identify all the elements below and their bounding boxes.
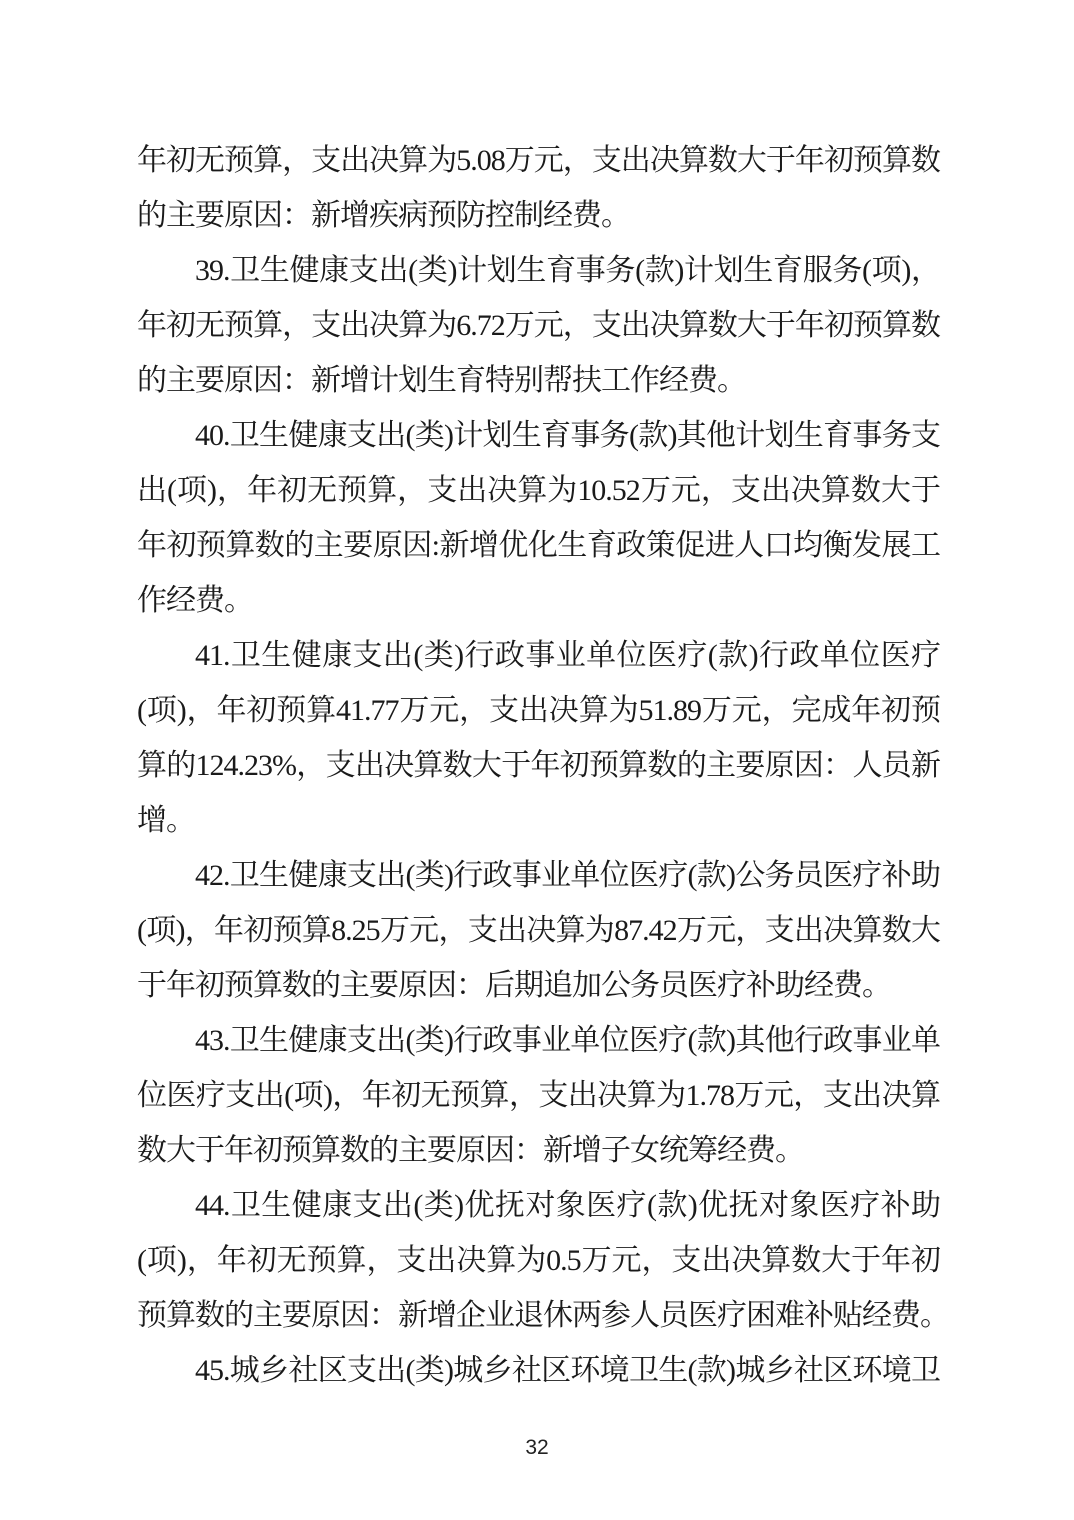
text-line: 预算数的主要原因：新增企业退休两参人员医疗困难补贴经费。 bbox=[137, 1299, 949, 1332]
page-number: 32 bbox=[525, 1436, 549, 1459]
text-line: 数大于年初预算数的主要原因：新增子女统筹经费。 bbox=[137, 1134, 804, 1167]
text-line: 39.卫生健康支出(类)计划生育事务(款)计划生育服务(项)， bbox=[195, 254, 940, 287]
text-line: 作经费。 bbox=[137, 584, 253, 617]
text-line: 于年初预算数的主要原因：后期追加公务员医疗补助经费。 bbox=[137, 969, 891, 1002]
text-line: 增。 bbox=[137, 804, 195, 837]
text-line: 位医疗支出(项)，年初无预算，支出决算为1.78万元，支出决算 bbox=[137, 1079, 940, 1112]
text-line: 45.城乡社区支出(类)城乡社区环境卫生(款)城乡社区环境卫 bbox=[195, 1354, 940, 1387]
text-line: 出(项)，年初无预算，支出决算为10.52万元，支出决算数大于 bbox=[137, 474, 940, 507]
text-line: (项)，年初无预算，支出决算为0.5万元，支出决算数大于年初 bbox=[137, 1244, 940, 1277]
text-line: 年初无预算，支出决算为6.72万元，支出决算数大于年初预算数 bbox=[137, 309, 940, 342]
text-line: 的主要原因：新增计划生育特别帮扶工作经费。 bbox=[137, 364, 746, 397]
text-line: 41.卫生健康支出(类)行政事业单位医疗(款)行政单位医疗 bbox=[195, 639, 940, 672]
text-line: 40.卫生健康支出(类)计划生育事务(款)其他计划生育事务支 bbox=[195, 419, 940, 452]
text-line: 44.卫生健康支出(类)优抚对象医疗(款)优抚对象医疗补助 bbox=[195, 1189, 940, 1222]
text-line: (项)，年初预算8.25万元，支出决算为87.42万元，支出决算数大 bbox=[137, 914, 940, 947]
document-body bbox=[137, 133, 949, 1398]
text-line: 算的124.23%，支出决算数大于年初预算数的主要原因：人员新 bbox=[137, 749, 940, 782]
text-line: (项)，年初预算41.77万元，支出决算为51.89万元，完成年初预 bbox=[137, 694, 940, 727]
text-line: 年初无预算，支出决算为5.08万元，支出决算数大于年初预算数 bbox=[137, 144, 940, 177]
text-line: 年初预算数的主要原因:新增优化生育政策促进人口均衡发展工 bbox=[137, 529, 940, 562]
text-line: 的主要原因：新增疾病预防控制经费。 bbox=[137, 199, 630, 232]
text-line: 42.卫生健康支出(类)行政事业单位医疗(款)公务员医疗补助 bbox=[195, 859, 940, 892]
text-line: 43.卫生健康支出(类)行政事业单位医疗(款)其他行政事业单 bbox=[195, 1024, 940, 1057]
